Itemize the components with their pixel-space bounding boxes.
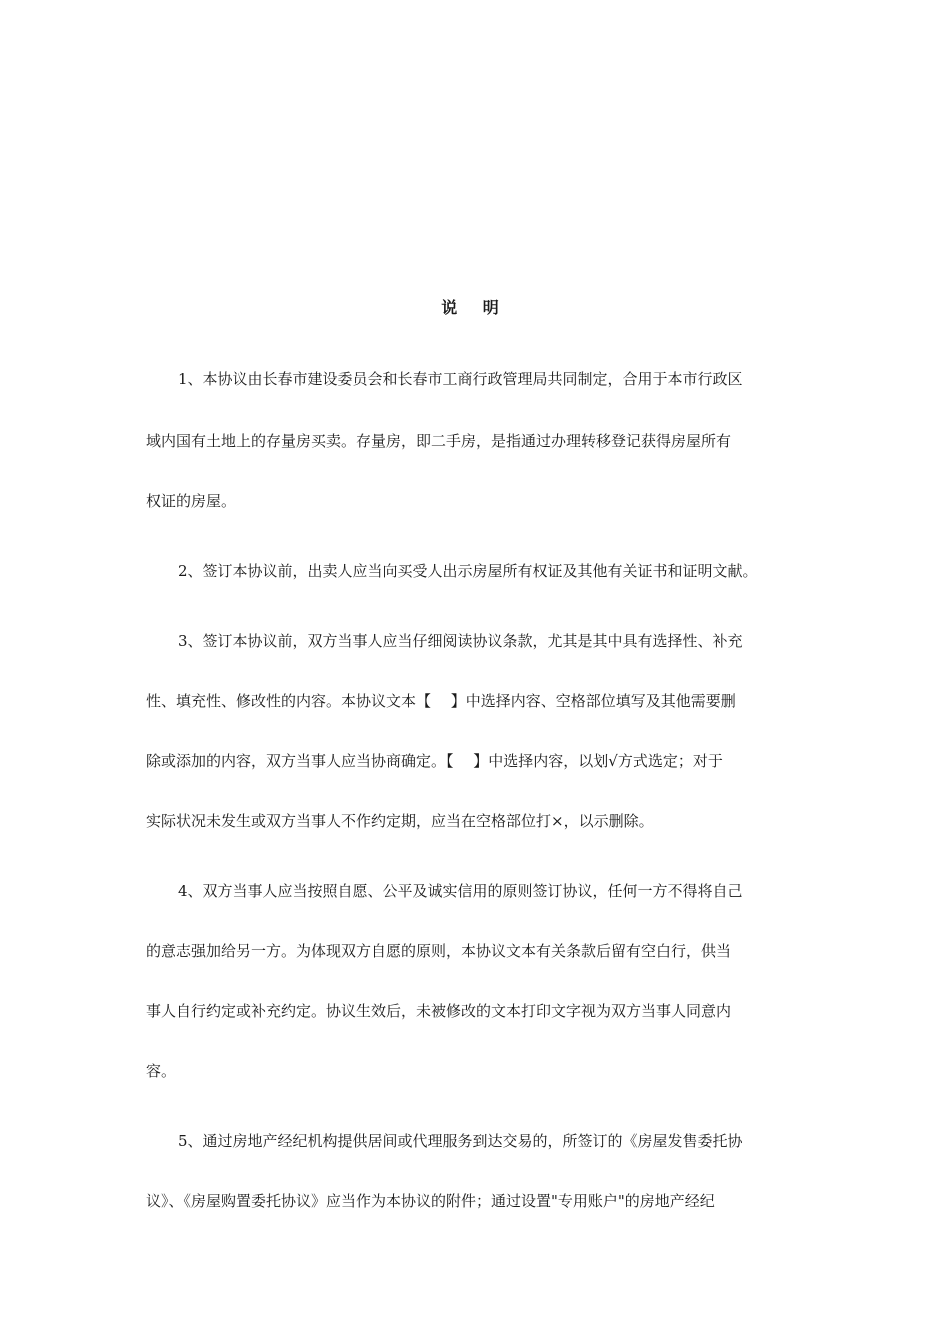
- paragraph-1-line-2: 域内国有土地上的存量房买卖。存量房，即二手房，是指通过办理转移登记获得房屋所有: [146, 432, 732, 450]
- paragraph-3-line-3: 除或添加的内容，双方当事人应当协商确定。【 】中选择内容，以划√方式选定；对于: [146, 752, 723, 770]
- paragraph-3-line-4: 实际状况未发生或双方当事人不作约定期，应当在空格部位打×，以示删除。: [146, 812, 654, 830]
- paragraph-3-line-1: 3、签订本协议前，双方当事人应当仔细阅读协议条款，尤其是其中具有选择性、补充: [178, 632, 743, 650]
- paragraph-4-line-2: 的意志强加给另一方。为体现双方自愿的原则，本协议文本有关条款后留有空白行，供当: [146, 942, 732, 960]
- paragraph-4-line-4: 容。: [146, 1062, 177, 1080]
- paragraph-4-line-3: 事人自行约定或补充约定。协议生效后，未被修改的文本打印文字视为双方当事人同意内: [146, 1002, 732, 1020]
- page-title: 说 明: [441, 298, 509, 317]
- paragraph-3-line-2: 性、填充性、修改性的内容。本协议文本【 】中选择内容、空格部位填写及其他需要删: [146, 692, 736, 710]
- paragraph-2-line-1: 2、签订本协议前，出卖人应当向买受人出示房屋所有权证及其他有关证书和证明文献。: [178, 562, 758, 580]
- paragraph-5-line-2: 议》、《房屋购置委托协议》应当作为本协议的附件；通过设置"专用账户"的房地产经纪: [146, 1192, 715, 1210]
- paragraph-1-line-1: 1、本协议由长春市建设委员会和长春市工商行政管理局共同制定，合用于本市行政区: [178, 370, 743, 388]
- paragraph-5-line-1: 5、通过房地产经纪机构提供居间或代理服务到达交易的，所签订的《房屋发售委托协: [178, 1132, 743, 1150]
- paragraph-4-line-1: 4、双方当事人应当按照自愿、公平及诚实信用的原则签订协议，任何一方不得将自己: [178, 882, 743, 900]
- paragraph-1-line-3: 权证的房屋。: [146, 492, 237, 510]
